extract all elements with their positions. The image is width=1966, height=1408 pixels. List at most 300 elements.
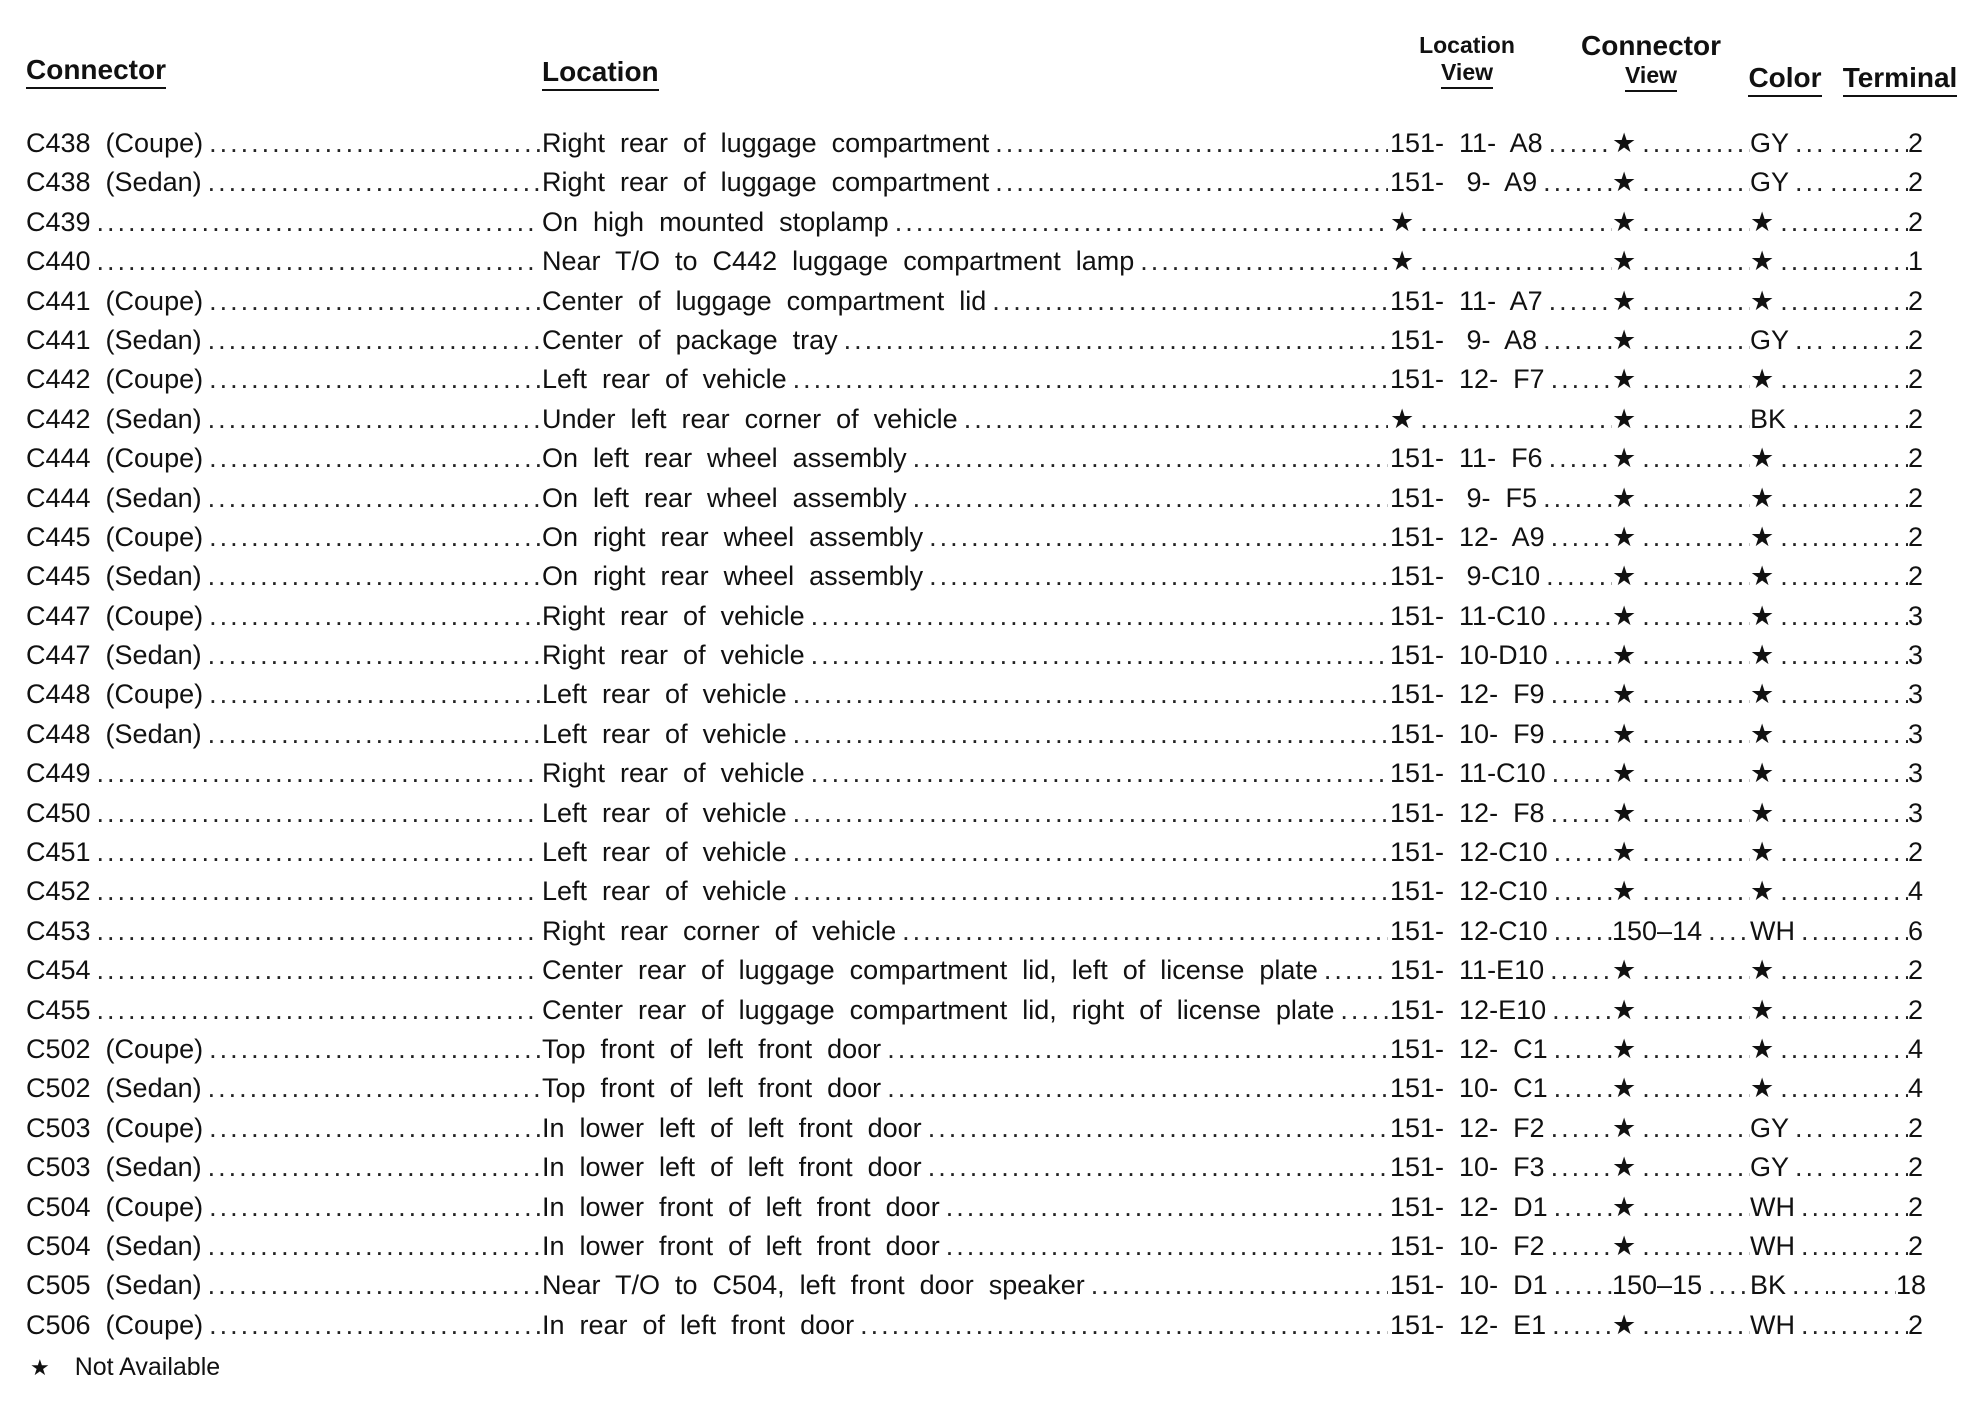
wire-color-cell: [1750, 833, 1828, 872]
dot-leader: [1774, 203, 1828, 242]
wire-color-cell: [1750, 1306, 1828, 1345]
location-text-cell: [542, 1266, 1388, 1305]
star-icon: ★: [30, 1355, 50, 1380]
connector-view-cell: [1612, 163, 1750, 202]
location-text: Near T/O to C442 luggage compartment lamp: [542, 246, 1135, 277]
location-view-cell: [1390, 715, 1612, 754]
terminal-count: 3: [1908, 600, 1924, 631]
dot-leader: [854, 1306, 1388, 1345]
dot-leader: [202, 321, 540, 360]
header-connector-view: [1576, 30, 1726, 92]
dot-leader: [1636, 400, 1750, 439]
location-text-cell: [542, 991, 1388, 1030]
wire-color-cell: [1750, 439, 1828, 478]
location-view: 151- 11-C10: [1390, 758, 1546, 789]
connector-view-cell: [1612, 1109, 1750, 1148]
wire-color: WH: [1750, 915, 1795, 946]
terminal-count-cell: [1828, 479, 1938, 518]
location-view: 151- 12- F8: [1390, 797, 1545, 828]
connector-id: C441 (Sedan): [26, 324, 202, 355]
connector-view: 150–14: [1612, 915, 1703, 946]
terminal-count: 3: [1908, 679, 1924, 710]
terminal-count-cell: [1828, 597, 1938, 636]
dot-leader: [989, 124, 1388, 163]
dot-leader: [923, 557, 1388, 596]
dot-leader: [1774, 715, 1828, 754]
dot-leader: [1774, 636, 1828, 675]
terminal-count: 3: [1908, 640, 1924, 671]
location-text: Right rear of vehicle: [542, 758, 805, 789]
location-view: 151- 11- F6: [1390, 443, 1543, 474]
wire-color: ★: [1750, 600, 1775, 631]
wire-color: ★: [1750, 640, 1775, 671]
connector-view-cell: [1612, 991, 1750, 1030]
location-text: Under left rear corner of vehicle: [542, 403, 958, 434]
connector-id-cell: [26, 321, 540, 360]
table-row: [0, 242, 1966, 281]
connector-id: C502 (Coupe): [26, 1033, 204, 1064]
dot-leader: [91, 951, 540, 990]
dot-leader: [907, 439, 1388, 478]
connector-view-cell: [1612, 439, 1750, 478]
dot-leader: [1545, 518, 1612, 557]
terminal-count-cell: [1828, 1030, 1938, 1069]
dot-leader: [787, 360, 1388, 399]
dot-leader: [91, 203, 540, 242]
header-location-label: Location: [542, 56, 659, 91]
wire-color-cell: [1750, 1266, 1828, 1305]
wire-color-cell: [1750, 794, 1828, 833]
location-view-cell: [1390, 203, 1612, 242]
location-view-cell: [1390, 242, 1612, 281]
dot-leader: [805, 754, 1388, 793]
wire-color: ★: [1750, 876, 1775, 907]
connector-id: C444 (Sedan): [26, 482, 202, 513]
terminal-count-cell: [1828, 1069, 1938, 1108]
wire-color-cell: [1750, 479, 1828, 518]
dot-leader: [1548, 833, 1612, 872]
dot-leader: [1636, 1109, 1750, 1148]
wire-color: ★: [1750, 679, 1775, 710]
dot-leader: [1828, 400, 1908, 439]
dot-leader: [1774, 479, 1828, 518]
location-view-cell: [1390, 833, 1612, 872]
location-text: Left rear of vehicle: [542, 837, 787, 868]
dot-leader: [1786, 1266, 1828, 1305]
dot-leader: [1774, 754, 1828, 793]
table-row: [0, 1030, 1966, 1069]
dot-leader: [1546, 597, 1612, 636]
wire-color-cell: [1750, 754, 1828, 793]
location-text-cell: [542, 1188, 1388, 1227]
location-view-cell: [1390, 321, 1612, 360]
connector-id-cell: [26, 242, 540, 281]
dot-leader: [1548, 1266, 1612, 1305]
location-text-cell: [542, 1148, 1388, 1187]
location-text-cell: [542, 479, 1388, 518]
terminal-count-cell: [1828, 675, 1938, 714]
wire-color: WH: [1750, 1309, 1795, 1340]
footnote: [30, 1352, 220, 1383]
dot-leader: [1636, 951, 1750, 990]
location-view-cell: [1390, 1030, 1612, 1069]
dot-leader: [1774, 242, 1828, 281]
terminal-count-cell: [1828, 1266, 1938, 1305]
connector-view-cell: [1612, 675, 1750, 714]
connector-id: C502 (Sedan): [26, 1073, 202, 1104]
location-text-cell: [542, 242, 1388, 281]
dot-leader: [91, 991, 540, 1030]
wire-color-cell: [1750, 872, 1828, 911]
location-text-cell: [542, 203, 1388, 242]
dot-leader: [1636, 991, 1750, 1030]
wire-color-cell: [1750, 597, 1828, 636]
terminal-count-cell: [1828, 439, 1938, 478]
location-view: 151- 10-D10: [1390, 640, 1548, 671]
header-location: [542, 56, 659, 91]
dot-leader: [958, 400, 1388, 439]
header-location-view-line2: View: [1441, 59, 1493, 89]
connector-id-cell: [26, 124, 540, 163]
location-view-cell: [1390, 518, 1612, 557]
dot-leader: [203, 1030, 540, 1069]
dot-leader: [91, 754, 540, 793]
connector-view: ★: [1612, 837, 1637, 868]
dot-leader: [202, 163, 540, 202]
dot-leader: [1828, 1306, 1908, 1345]
table-row: [0, 124, 1966, 163]
dot-leader: [1636, 1148, 1750, 1187]
dot-leader: [1636, 163, 1750, 202]
location-text-cell: [542, 912, 1388, 951]
dot-leader: [1636, 321, 1750, 360]
connector-view: ★: [1612, 718, 1637, 749]
wire-color-cell: [1750, 675, 1828, 714]
dot-leader: [1828, 991, 1908, 1030]
dot-leader: [1828, 1266, 1896, 1305]
dot-leader: [1828, 518, 1908, 557]
table-row: [0, 203, 1966, 242]
location-view-cell: [1390, 439, 1612, 478]
dot-leader: [1828, 360, 1908, 399]
connector-view-cell: [1612, 1227, 1750, 1266]
dot-leader: [986, 282, 1388, 321]
dot-leader: [805, 597, 1388, 636]
location-text: Near T/O to C504, left front door speaker: [542, 1270, 1085, 1301]
dot-leader: [1828, 557, 1908, 596]
connector-view-cell: [1612, 912, 1750, 951]
wire-color-cell: [1750, 1227, 1828, 1266]
wire-color-cell: [1750, 400, 1828, 439]
dot-leader: [203, 282, 540, 321]
dot-leader: [1545, 360, 1612, 399]
connector-view: ★: [1612, 1112, 1637, 1143]
connector-view: ★: [1612, 443, 1637, 474]
terminal-count: 3: [1908, 758, 1924, 789]
location-view: 151- 12-C10: [1390, 915, 1548, 946]
location-text: Center rear of luggage compartment lid, right of license plate: [542, 994, 1335, 1025]
connector-id: C503 (Coupe): [26, 1112, 204, 1143]
terminal-count: 4: [1908, 1073, 1924, 1104]
connector-id-cell: [26, 951, 540, 990]
connector-id-cell: [26, 1030, 540, 1069]
connector-view: ★: [1612, 1191, 1637, 1222]
connector-id: C506 (Coupe): [26, 1309, 204, 1340]
location-text-cell: [542, 833, 1388, 872]
dot-leader: [1828, 479, 1908, 518]
wire-color-cell: [1750, 557, 1828, 596]
terminal-count-cell: [1828, 636, 1938, 675]
connector-id: C447 (Sedan): [26, 640, 202, 671]
dot-leader: [787, 872, 1388, 911]
wire-color: ★: [1750, 521, 1775, 552]
connector-view-cell: [1612, 794, 1750, 833]
terminal-count: 4: [1908, 876, 1924, 907]
dot-leader: [1548, 872, 1612, 911]
terminal-count-cell: [1828, 282, 1938, 321]
connector-id-cell: [26, 518, 540, 557]
dot-leader: [1774, 794, 1828, 833]
wire-color-cell: [1750, 1030, 1828, 1069]
location-view-cell: [1390, 282, 1612, 321]
wire-color-cell: [1750, 636, 1828, 675]
connector-view: ★: [1612, 640, 1637, 671]
dot-leader: [940, 1227, 1388, 1266]
connector-view: ★: [1612, 876, 1637, 907]
location-text: Left rear of vehicle: [542, 876, 787, 907]
dot-leader: [1828, 754, 1908, 793]
connector-id: C504 (Coupe): [26, 1191, 204, 1222]
wire-color: ★: [1750, 758, 1775, 789]
location-text: Left rear of vehicle: [542, 364, 787, 395]
connector-view-cell: [1612, 479, 1750, 518]
dot-leader: [838, 321, 1388, 360]
dot-leader: [91, 912, 540, 951]
table-row: [0, 715, 1966, 754]
location-view: 151- 11- A8: [1390, 128, 1543, 158]
terminal-count-cell: [1828, 991, 1938, 1030]
dot-leader: [203, 360, 540, 399]
location-text: Top front of left front door: [542, 1073, 882, 1104]
dot-leader: [1318, 951, 1388, 990]
location-view-cell: [1390, 1069, 1612, 1108]
dot-leader: [889, 203, 1388, 242]
table-row: [0, 518, 1966, 557]
connector-id: C454: [26, 955, 91, 986]
dot-leader: [1636, 636, 1750, 675]
connector-view-cell: [1612, 715, 1750, 754]
connector-view-cell: [1612, 1306, 1750, 1345]
dot-leader: [1828, 439, 1908, 478]
terminal-count: 2: [1908, 285, 1924, 316]
wire-color: ★: [1750, 285, 1775, 316]
connector-view: ★: [1612, 679, 1637, 710]
table-row: [0, 1227, 1966, 1266]
location-view: 151- 12- F7: [1390, 364, 1545, 395]
dot-leader: [202, 400, 540, 439]
connector-view: ★: [1612, 285, 1637, 316]
connector-view: ★: [1612, 1152, 1637, 1183]
terminal-count-cell: [1828, 360, 1938, 399]
wire-color: ★: [1750, 246, 1775, 277]
terminal-count-cell: [1828, 163, 1938, 202]
location-text-cell: [542, 163, 1388, 202]
location-view-cell: [1390, 675, 1612, 714]
wire-color: WH: [1750, 1230, 1795, 1261]
connector-view: ★: [1612, 1230, 1637, 1261]
connector-view-cell: [1612, 872, 1750, 911]
dot-leader: [1774, 675, 1828, 714]
connector-id: C438 (Sedan): [26, 167, 202, 198]
terminal-count: 2: [1908, 1112, 1924, 1143]
location-view: 151- 12- F2: [1390, 1112, 1545, 1143]
dot-leader: [1636, 1030, 1750, 1069]
connector-id-cell: [26, 1227, 540, 1266]
dot-leader: [881, 1030, 1388, 1069]
wire-color-cell: [1750, 991, 1828, 1030]
dot-leader: [1774, 1069, 1828, 1108]
dot-leader: [1774, 872, 1828, 911]
terminal-count: 18: [1896, 1270, 1927, 1301]
location-text: Left rear of vehicle: [542, 718, 787, 749]
terminal-count: 2: [1908, 955, 1924, 986]
dot-leader: [1828, 636, 1908, 675]
location-view: 151- 10- C1: [1390, 1073, 1548, 1104]
header-connector-label: Connector: [26, 54, 166, 89]
header-location-view: [1402, 32, 1532, 89]
terminal-count-cell: [1828, 1109, 1938, 1148]
wire-color-cell: [1750, 951, 1828, 990]
location-view-cell: [1390, 597, 1612, 636]
wire-color: ★: [1750, 364, 1775, 395]
dot-leader: [202, 479, 540, 518]
dot-leader: [1636, 203, 1750, 242]
location-text-cell: [542, 754, 1388, 793]
wire-color-cell: [1750, 163, 1828, 202]
location-view-cell: [1390, 1306, 1612, 1345]
dot-leader: [1636, 557, 1750, 596]
terminal-count-cell: [1828, 951, 1938, 990]
dot-leader: [922, 1109, 1388, 1148]
dot-leader: [203, 1109, 540, 1148]
location-view-cell: [1390, 124, 1612, 163]
connector-view: ★: [1612, 364, 1637, 395]
table-row: [0, 1306, 1966, 1345]
wire-color: ★: [1750, 443, 1775, 474]
location-text-cell: [542, 360, 1388, 399]
dot-leader: [907, 479, 1388, 518]
wire-color: ★: [1750, 482, 1775, 513]
wire-color: GY: [1750, 1152, 1790, 1183]
location-text-cell: [542, 951, 1388, 990]
terminal-count-cell: [1828, 715, 1938, 754]
connector-id: C503 (Sedan): [26, 1152, 202, 1183]
dot-leader: [1774, 360, 1828, 399]
location-view: 151- 9-C10: [1390, 561, 1541, 592]
dot-leader: [1828, 715, 1908, 754]
location-text: Center of package tray: [542, 324, 838, 355]
header-connector: [26, 54, 166, 89]
table-row: [0, 833, 1966, 872]
location-view-cell: [1390, 754, 1612, 793]
wire-color-cell: [1750, 912, 1828, 951]
dot-leader: [1636, 754, 1750, 793]
dot-leader: [202, 1069, 540, 1108]
dot-leader: [1774, 282, 1828, 321]
connector-id-cell: [26, 833, 540, 872]
location-view-cell: [1390, 1109, 1612, 1148]
wire-color: ★: [1750, 206, 1775, 237]
connector-id-cell: [26, 675, 540, 714]
location-view-cell: [1390, 872, 1612, 911]
connector-id: C451: [26, 837, 91, 868]
table-row: [0, 794, 1966, 833]
dot-leader: [1789, 163, 1828, 202]
location-text-cell: [542, 1069, 1388, 1108]
dot-leader: [1828, 1109, 1908, 1148]
wire-color: BK: [1750, 1270, 1787, 1301]
connector-id-cell: [26, 360, 540, 399]
dot-leader: [1828, 321, 1908, 360]
dot-leader: [1545, 715, 1612, 754]
header-color: [1740, 62, 1830, 97]
wire-color: GY: [1750, 1112, 1790, 1143]
location-text-cell: [542, 872, 1388, 911]
location-text: In lower left of left front door: [542, 1152, 922, 1183]
location-view: 151- 11- A7: [1390, 285, 1543, 316]
dot-leader: [91, 833, 540, 872]
dot-leader: [923, 518, 1388, 557]
dot-leader: [1774, 518, 1828, 557]
dot-leader: [787, 833, 1388, 872]
location-text-cell: [542, 400, 1388, 439]
location-text: Left rear of vehicle: [542, 797, 787, 828]
table-row: [0, 912, 1966, 951]
location-view: 151- 11-C10: [1390, 600, 1546, 631]
terminal-count-cell: [1828, 872, 1938, 911]
dot-leader: [1786, 400, 1828, 439]
dot-leader: [1636, 439, 1750, 478]
connector-id: C449: [26, 758, 91, 789]
location-view-cell: [1390, 400, 1612, 439]
wire-color: ★: [1750, 797, 1775, 828]
connector-view-cell: [1612, 1266, 1750, 1305]
connector-view-cell: [1612, 597, 1750, 636]
wire-color: ★: [1750, 1073, 1775, 1104]
table-row: [0, 991, 1966, 1030]
dot-leader: [1414, 400, 1612, 439]
connector-id: C445 (Sedan): [26, 561, 202, 592]
location-text: On right rear wheel assembly: [542, 521, 924, 552]
wire-color-cell: [1750, 203, 1828, 242]
connector-view: ★: [1612, 955, 1637, 986]
location-text-cell: [542, 597, 1388, 636]
table-row: [0, 675, 1966, 714]
location-view: 151- 12- F9: [1390, 679, 1545, 710]
location-view: 151- 12- C1: [1390, 1033, 1548, 1064]
connector-view-cell: [1612, 1148, 1750, 1187]
dot-leader: [940, 1188, 1388, 1227]
location-view: 151- 12- E1: [1390, 1309, 1547, 1340]
connector-view: ★: [1612, 758, 1637, 789]
wire-color-cell: [1750, 1109, 1828, 1148]
dot-leader: [1636, 518, 1750, 557]
dot-leader: [1414, 203, 1612, 242]
location-view-cell: [1390, 557, 1612, 596]
location-view-cell: [1390, 1266, 1612, 1305]
terminal-count: 2: [1908, 167, 1924, 198]
dot-leader: [203, 439, 540, 478]
